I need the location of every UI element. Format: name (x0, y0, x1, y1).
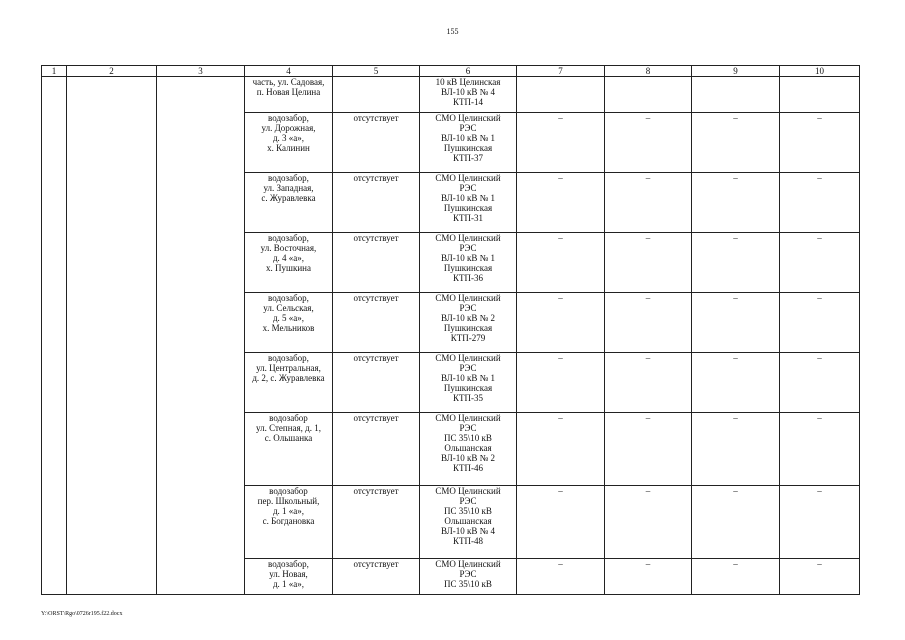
cell-c9: – (692, 559, 780, 595)
cell-c10: – (780, 233, 860, 293)
cell-c10: – (780, 113, 860, 173)
cell-c4: водозабор, ул. Сельская, д. 5 «а», х. Мельников (245, 293, 333, 353)
cell-c8: – (605, 233, 692, 293)
cell-c7: – (517, 413, 605, 486)
cell-c7: – (517, 293, 605, 353)
cell-c8: – (605, 353, 692, 413)
cell-c4: водозабор, ул. Центральная, д. 2, с. Журавлевка (245, 353, 333, 413)
cell-c10: – (780, 413, 860, 486)
column-header: 2 (67, 66, 157, 77)
cell-c9: – (692, 173, 780, 233)
cell-c4: часть, ул. Садовая, п. Новая Целина (245, 77, 333, 113)
cell-c6: СМО Целинский РЭС ПС 35\10 кВ Ольшанская ВЛ-10 кВ № 4 КТП-48 (420, 486, 517, 559)
cell-c5 (333, 77, 420, 113)
cell-c8: – (605, 113, 692, 173)
header-row (42, 66, 860, 77)
column-header: 8 (605, 66, 692, 77)
cell-c9: – (692, 486, 780, 559)
cell-c4: водозабор, ул. Новая, д. 1 «а», (245, 559, 333, 595)
cell-c6: 10 кВ Целинская ВЛ-10 кВ № 4 КТП-14 (420, 77, 517, 113)
cell-c7: – (517, 486, 605, 559)
page-number: 155 (446, 27, 459, 36)
cell-c5: отсутствует (333, 173, 420, 233)
cell-c5: отсутствует (333, 413, 420, 486)
column-header: 7 (517, 66, 605, 77)
cell-c4: водозабор, ул. Дорожная, д. 3 «а», х. Калинин (245, 113, 333, 173)
cell-c4: водозабор пер. Школьный, д. 1 «а», с. Богдановка (245, 486, 333, 559)
cell-c5: отсутствует (333, 559, 420, 595)
column-header: 1 (42, 66, 67, 77)
cell-c7: – (517, 173, 605, 233)
data-table (41, 65, 860, 595)
cell-c4: водозабор, ул. Восточная, д. 4 «а», х. Пушкина (245, 233, 333, 293)
column-header: 10 (780, 66, 860, 77)
cell-c9: – (692, 113, 780, 173)
column-header: 3 (157, 66, 245, 77)
cell-c8: – (605, 413, 692, 486)
cell-c7: – (517, 113, 605, 173)
cell-c6: СМО Целинский РЭС ВЛ-10 кВ № 1 Пушкинская КТП-31 (420, 173, 517, 233)
cell-c9: – (692, 293, 780, 353)
merged-cell-c3 (157, 77, 245, 595)
merged-cell-c2 (67, 77, 157, 595)
cell-c6: СМО Целинский РЭС ВЛ-10 кВ № 1 Пушкинская КТП-37 (420, 113, 517, 173)
cell-c10: – (780, 293, 860, 353)
cell-c7 (517, 77, 605, 113)
cell-c7: – (517, 353, 605, 413)
cell-c8: – (605, 559, 692, 595)
cell-c6: СМО Целинский РЭС ПС 35\10 кВ (420, 559, 517, 595)
cell-c7: – (517, 233, 605, 293)
cell-c5: отсутствует (333, 353, 420, 413)
cell-c9: – (692, 413, 780, 486)
cell-c5: отсутствует (333, 233, 420, 293)
cell-c9 (692, 77, 780, 113)
cell-c9: – (692, 353, 780, 413)
cell-c6: СМО Целинский РЭС ВЛ-10 кВ № 2 Пушкинская КТП-279 (420, 293, 517, 353)
cell-c4: водозабор, ул. Западная, с. Журавлевка (245, 173, 333, 233)
column-header: 4 (245, 66, 333, 77)
cell-c10: – (780, 559, 860, 595)
cell-c8 (605, 77, 692, 113)
cell-c10: – (780, 353, 860, 413)
cell-c8: – (605, 293, 692, 353)
merged-cell-c1 (42, 77, 67, 595)
cell-c4: водозабор ул. Степная, д. 1, с. Ольшанка (245, 413, 333, 486)
cell-c5: отсутствует (333, 113, 420, 173)
cell-c9: – (692, 233, 780, 293)
table-row (42, 77, 860, 113)
cell-c7: – (517, 559, 605, 595)
cell-c10: – (780, 173, 860, 233)
cell-c8: – (605, 486, 692, 559)
column-header: 9 (692, 66, 780, 77)
cell-c8: – (605, 173, 692, 233)
footer-file-path: Y:\ORST\Rgo\0726r195.f22.docx (41, 611, 123, 617)
cell-c5: отсутствует (333, 293, 420, 353)
cell-c10 (780, 77, 860, 113)
cell-c6: СМО Целинский РЭС ПС 35\10 кВ Ольшанская ВЛ-10 кВ № 2 КТП-46 (420, 413, 517, 486)
cell-c6: СМО Целинский РЭС ВЛ-10 кВ № 1 Пушкинская КТП-35 (420, 353, 517, 413)
cell-c10: – (780, 486, 860, 559)
column-header: 6 (420, 66, 517, 77)
cell-c5: отсутствует (333, 486, 420, 559)
column-header: 5 (333, 66, 420, 77)
cell-c6: СМО Целинский РЭС ВЛ-10 кВ № 1 Пушкинская КТП-36 (420, 233, 517, 293)
